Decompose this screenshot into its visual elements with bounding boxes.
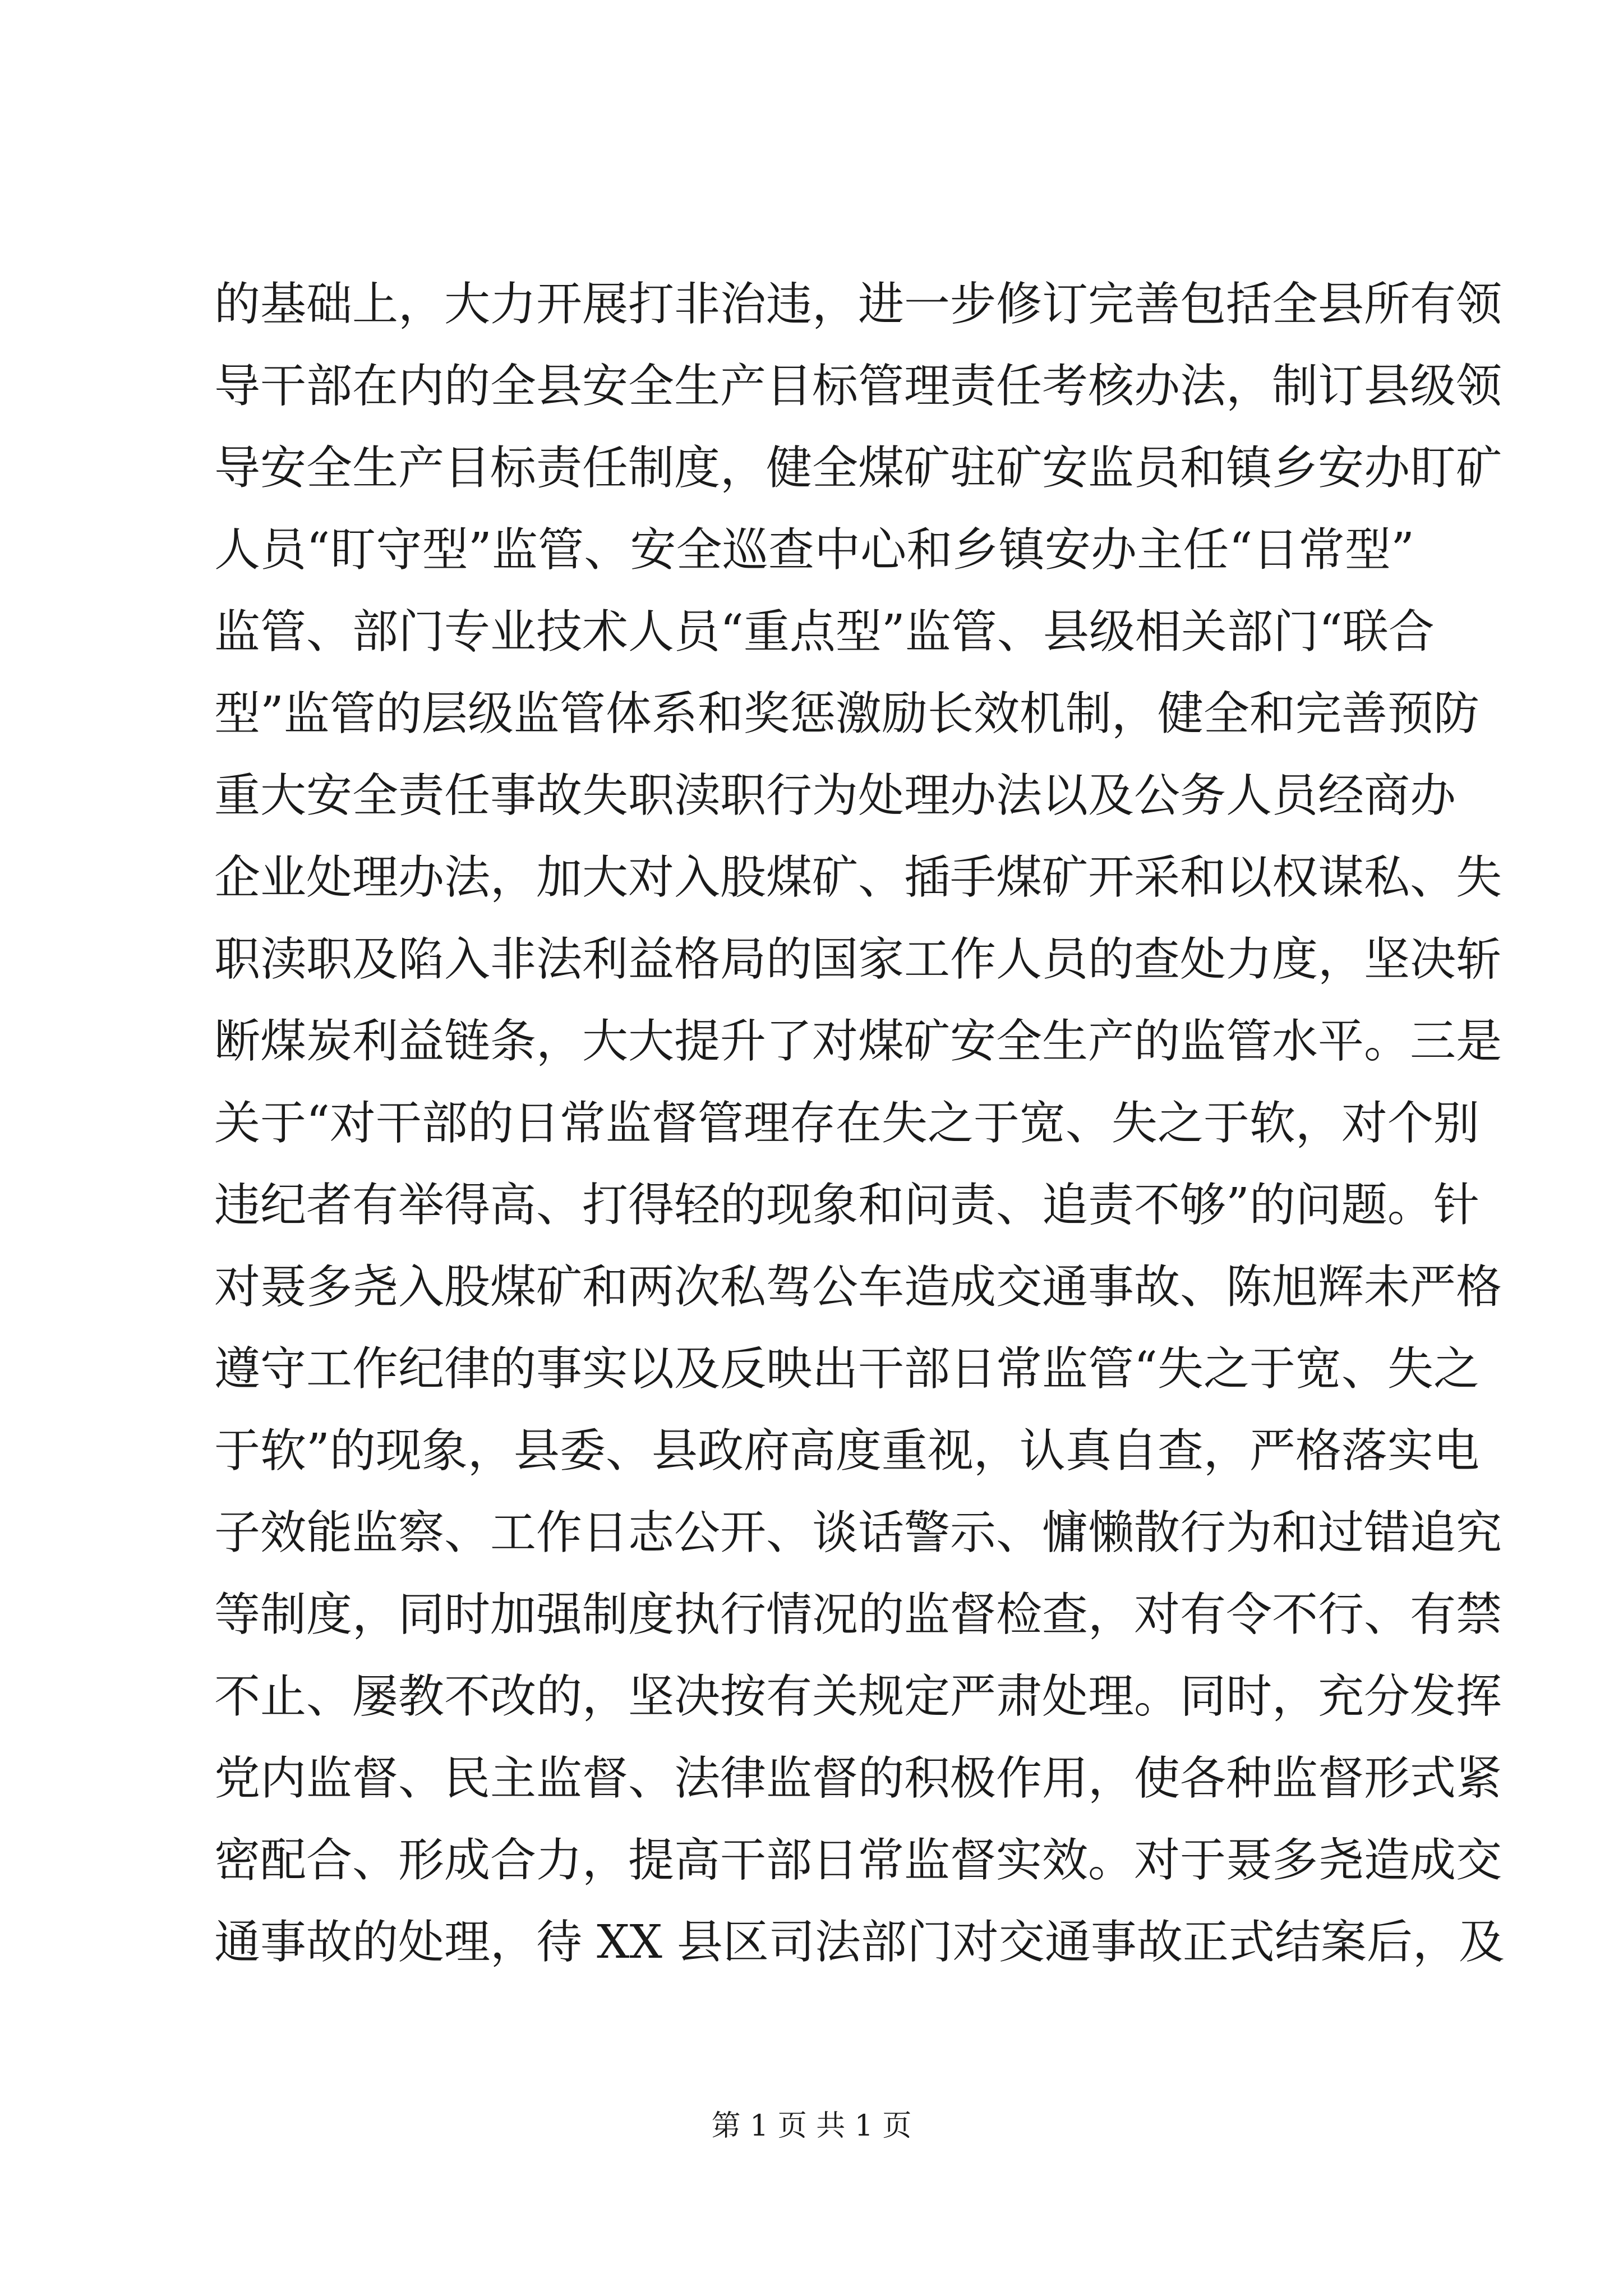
text-line-5: 监管、部门专业技术人员“重点型”监管、县级相关部门“联合	[214, 605, 1435, 659]
text-line-13: 对聂多尧入股煤矿和两次私驾公车造成交通事故、陈旭辉未严格	[214, 1260, 1502, 1314]
text-line-15: 于软”的现象，县委、县政府高度重视，认真自查，严格落实电	[214, 1424, 1479, 1478]
text-line-8: 企业处理办法，加大对入股煤矿、插手煤矿开采和以权谋私、失	[214, 851, 1502, 904]
text-line-7: 重大安全责任事故失职渎职行为处理办法以及公务人员经商办	[214, 769, 1456, 822]
text-line-18: 不止、屡教不改的，坚决按有关规定严肃处理。同时，充分发挥	[214, 1670, 1502, 1723]
text-line-14: 遵守工作纪律的事实以及反映出干部日常监管“失之于宽、失之	[214, 1342, 1479, 1396]
text-line-9: 职渎职及陷入非法利益格局的国家工作人员的查处力度，坚决斩	[214, 933, 1502, 986]
text-line-1: 的基础上，大力开展打非治违，进一步修订完善包括全县所有领	[214, 278, 1502, 331]
text-line-10: 断煤炭利益链条，大大提升了对煤矿安全生产的监管水平。三是	[214, 1015, 1502, 1068]
text-line-6: 型”监管的层级监管体系和奖惩激励长效机制，健全和完善预防	[214, 687, 1479, 740]
text-line-16: 子效能监察、工作日志公开、谈话警示、慵懒散行为和过错追究	[214, 1506, 1502, 1559]
text-line-12: 违纪者有举得高、打得轻的现象和问责、追责不够”的问题。针	[214, 1179, 1479, 1232]
text-line-17: 等制度，同时加强制度执行情况的监督检查，对有令不行、有禁	[214, 1588, 1502, 1641]
text-line-20: 密配合、形成合力，提高干部日常监督实效。对于聂多尧造成交	[214, 1834, 1502, 1887]
body-paragraph	[214, 264, 1505, 1984]
text-line-4: 人员“盯守型”监管、安全巡查中心和乡镇安办主任“日常型”	[214, 523, 1414, 577]
text-line-3: 导安全生产目标责任制度，健全煤矿驻矿安监员和镇乡安办盯矿	[214, 441, 1502, 495]
text-line-21: 通事故的处理，待 XX 县区司法部门对交通事故正式结案后，及	[214, 1916, 1505, 1969]
text-line-2: 导干部在内的全县安全生产目标管理责任考核办法，制订县级领	[214, 360, 1502, 413]
page-footer: 第 1 页 共 1 页	[711, 2109, 912, 2143]
text-line-19: 党内监督、民主监督、法律监督的积极作用，使各种监督形式紧	[214, 1752, 1502, 1805]
text-line-11: 关于“对干部的日常监督管理存在失之于宽、失之于软，对个别	[214, 1097, 1479, 1150]
